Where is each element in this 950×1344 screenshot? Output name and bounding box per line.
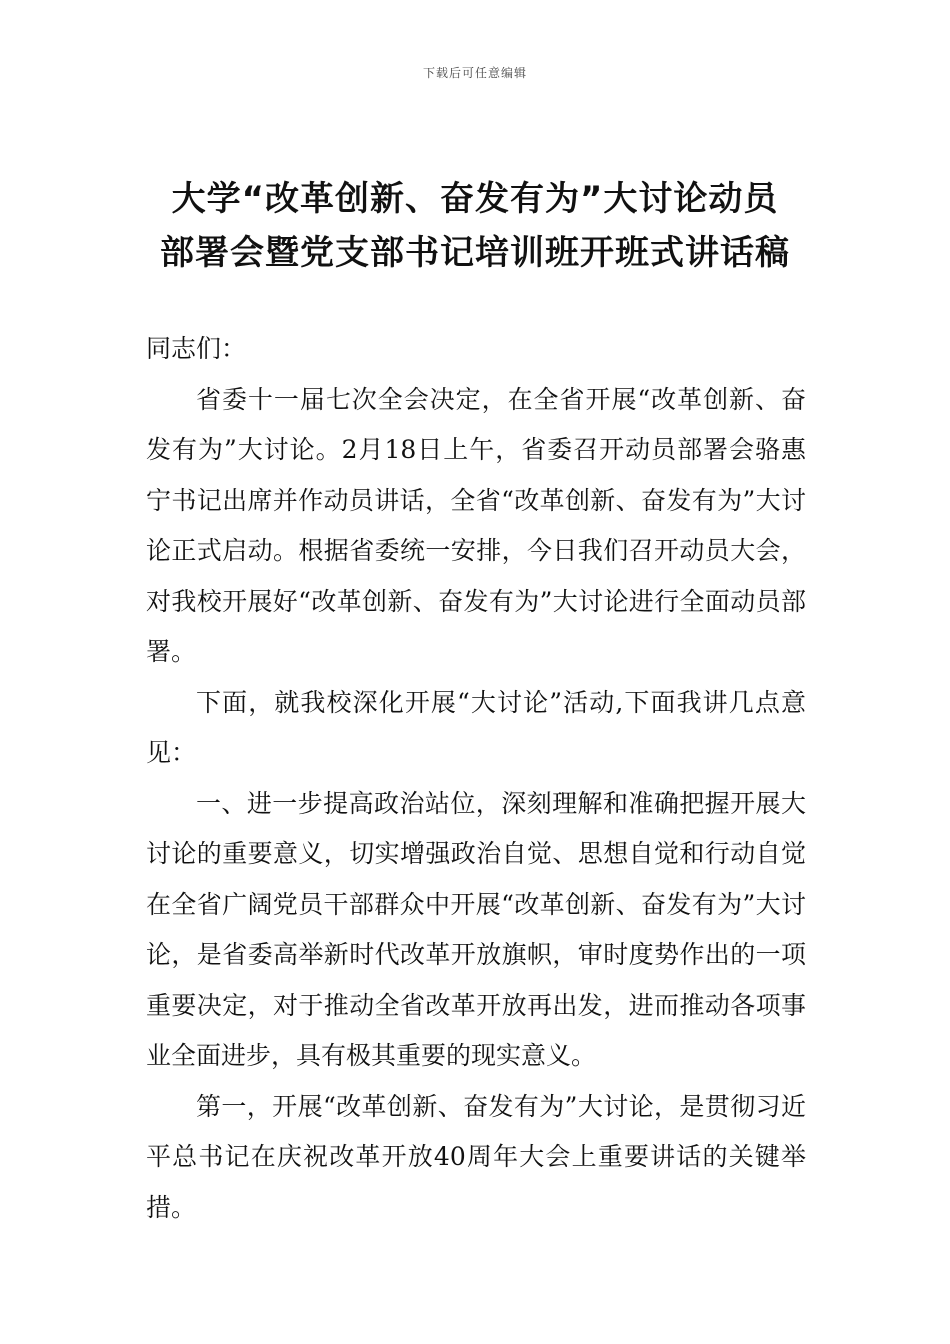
title-line-1: 大学“改革创新、奋发有为”大讨论动员 (171, 179, 779, 219)
paragraph-1: 省委十一届七次全会决定，在全省开展“改革创新、奋发有为”大讨论。2月18日上午，省委召开动员部署会骆惠宁书记出席并作动员讲话，全省“改革创新、奋发有为”大讨论正式启动。根据省委统一安排，今日我们召开动员大会，对我校开展好“改革创新、奋发有为”大讨论进行全面动员部署。 (146, 384, 806, 666)
salutation: 同志们： (146, 334, 247, 363)
paragraph-2: 下面，就我校深化开展“大讨论”活动,下面我讲几点意见： (146, 687, 806, 767)
paragraph-3: 一、进一步提高政治站位，深刻理解和准确把握开展大讨论的重要意义，切实增强政治自觉、思想自觉和行动自觉在全省广阔党员干部群众中开展“改革创新、奋发有为”大讨论，是省委高举新时代改革开放旗帜，审时度势作出的一项重要决定，对于推动全省改革开放再出发，进而推动各项事业全面进步，具有极其重要的现实意义。 (146, 788, 806, 1070)
paragraph-4: 第一，开展“改革创新、奋发有为”大讨论，是贯彻习近平总书记在庆祝改革开放40周年大会上重要讲话的关键举措。 (146, 1091, 806, 1222)
document-title (100, 172, 850, 280)
header-note: 下载后可任意编辑 (422, 66, 527, 80)
document-body (146, 324, 806, 1233)
title-line-2: 部署会暨党支部书记培训班开班式讲话稿 (160, 233, 790, 273)
